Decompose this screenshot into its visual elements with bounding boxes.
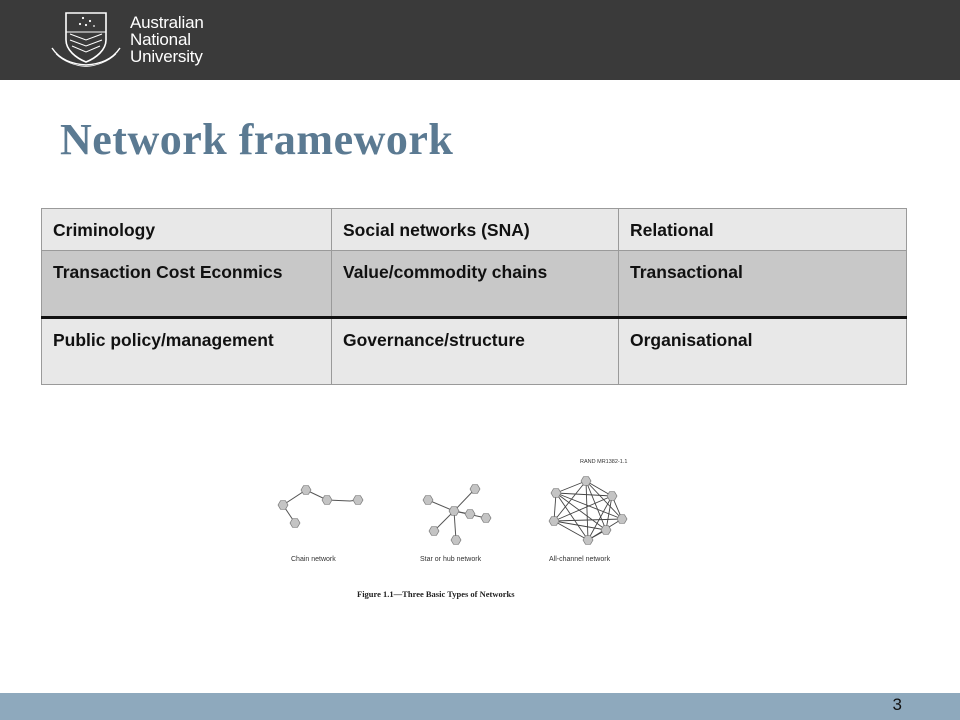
header-bar — [0, 0, 960, 80]
table-cell: Criminology — [42, 209, 332, 251]
chain-network-diagram — [278, 486, 363, 563]
figure-label: All-channel network — [549, 556, 611, 563]
table-cell: Public policy/management — [42, 318, 332, 385]
network-types-figure — [268, 452, 648, 607]
table-cell: Transaction Cost Econmics — [42, 251, 332, 318]
figure-label: Star or hub network — [420, 556, 482, 563]
table-cell: Relational — [619, 209, 907, 251]
anu-crest-icon — [50, 10, 122, 68]
figure-caption: Figure 1.1—Three Basic Types of Networks — [357, 589, 515, 599]
university-name — [130, 14, 204, 65]
page-number: 3 — [892, 695, 902, 714]
star-network-diagram — [420, 485, 491, 563]
table-row — [42, 318, 907, 385]
table-row — [42, 251, 907, 318]
footer-bar — [0, 693, 960, 720]
all-channel-network-diagram — [549, 459, 627, 563]
university-name-line: University — [130, 47, 203, 66]
framework-table — [41, 208, 907, 385]
table-cell: Governance/structure — [332, 318, 619, 385]
table-cell: Value/commodity chains — [332, 251, 619, 318]
figure-label: Chain network — [291, 556, 336, 563]
university-name-line: National — [130, 30, 191, 49]
table-cell: Organisational — [619, 318, 907, 385]
table-cell: Social networks (SNA) — [332, 209, 619, 251]
table-row — [42, 209, 907, 251]
slide-title: Network framework — [60, 115, 454, 164]
table-cell: Transactional — [619, 251, 907, 318]
figure-tag: RAND MR1382-1.1 — [580, 459, 628, 465]
university-name-line: Australian — [130, 13, 204, 32]
